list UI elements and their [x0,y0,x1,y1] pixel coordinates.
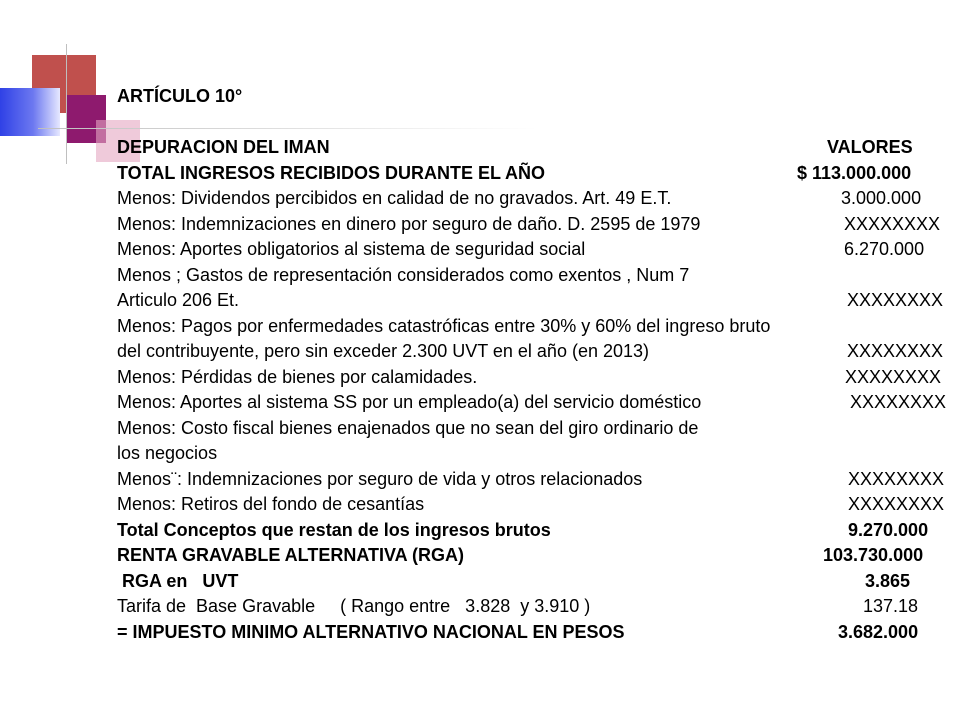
row-value: XXXXXXXX [847,290,944,310]
row-label: RGA en UVT [117,570,239,591]
table-row [117,365,952,391]
table-row-continued [117,288,952,314]
row-label-line-1: Menos ; Gastos de representación considerados como exentos , Num 7 [117,264,690,285]
row-value: XXXXXXXX [848,494,945,514]
row-label-line-2: del contribuyente, pero sin exceder 2.300 UVT en el año (en 2013) [117,341,650,361]
row-label-line-2: Articulo 206 Et. [117,290,240,310]
table-row [117,212,952,238]
row-label: = IMPUESTO MINIMO ALTERNATIVO NACIONAL EN PESOS [117,621,625,642]
row-value: XXXXXXXX [848,468,945,489]
row-label-line-2: los negocios [117,443,218,463]
row-value: XXXXXXXX [850,392,947,412]
row-label: Total Conceptos que restan de los ingresos brutos [117,519,551,540]
row-value: 137.18 [863,596,919,616]
row-label: Menos: Aportes obligatorios al sistema de seguridad social [117,239,586,259]
table-row-total [117,569,952,595]
values-column-header: VALORES [827,137,913,157]
row-label: Menos¨: Indemnizaciones por seguro de vida y otros relacionados [117,468,643,489]
table-row-continued [117,339,952,365]
row-label-line-1: Menos: Pagos por enfermedades catastróficas entre 30% y 60% del ingreso bruto [117,315,771,336]
table-row [117,314,952,340]
row-label: Menos: Retiros del fondo de cesantías [117,494,425,514]
row-value: 3.865 [865,570,911,591]
table-row-total [117,543,952,569]
spacer [117,110,952,136]
row-value: 3.000.000 [841,188,922,208]
row-label: Menos: Aportes al sistema SS por un empleado(a) del servicio doméstico [117,392,702,412]
row-value: XXXXXXXX [847,341,944,361]
row-label: Menos: Pérdidas de bienes por calamidades. [117,366,478,387]
table-row-total [117,518,952,544]
row-label: RENTA GRAVABLE ALTERNATIVA (RGA) [117,545,464,565]
row-value: XXXXXXXX [844,213,941,234]
column-header-row [117,135,952,161]
table-row [117,416,952,442]
row-value: 6.270.000 [844,239,925,259]
row-label: Tarifa de Base Gravable ( Rango entre 3.828 y 3.910 ) [117,596,591,616]
table-row [117,161,952,187]
table-row [117,467,952,493]
table-row-continued [117,441,952,467]
table-row [117,237,952,263]
table-row [117,263,952,289]
slide-content [117,84,952,645]
row-label-line-1: Menos: Costo fiscal bienes enajenados que no sean del giro ordinario de [117,417,699,438]
row-value: 3.682.000 [838,621,919,642]
table-row [117,594,952,620]
table-row-total [117,620,952,646]
table-row [117,390,952,416]
heading-row [117,84,952,110]
concept-column-header: DEPURACION DEL IMAN [117,137,330,157]
table-row [117,492,952,518]
row-value: 9.270.000 [848,519,929,540]
row-value: XXXXXXXX [845,366,942,387]
row-label: TOTAL INGRESOS RECIBIDOS DURANTE EL AÑO [117,162,546,183]
table-row [117,186,952,212]
row-label: Menos: Dividendos percibidos en calidad de no gravados. Art. 49 E.T. [117,188,672,208]
row-value: 103.730.000 [823,545,924,565]
row-label: Menos: Indemnizaciones en dinero por seguro de daño. D. 2595 de 1979 [117,213,701,234]
article-heading: ARTÍCULO 10° [117,86,243,106]
row-value: $ 113.000.000 [797,162,912,183]
decor-vertical-line [66,44,67,164]
